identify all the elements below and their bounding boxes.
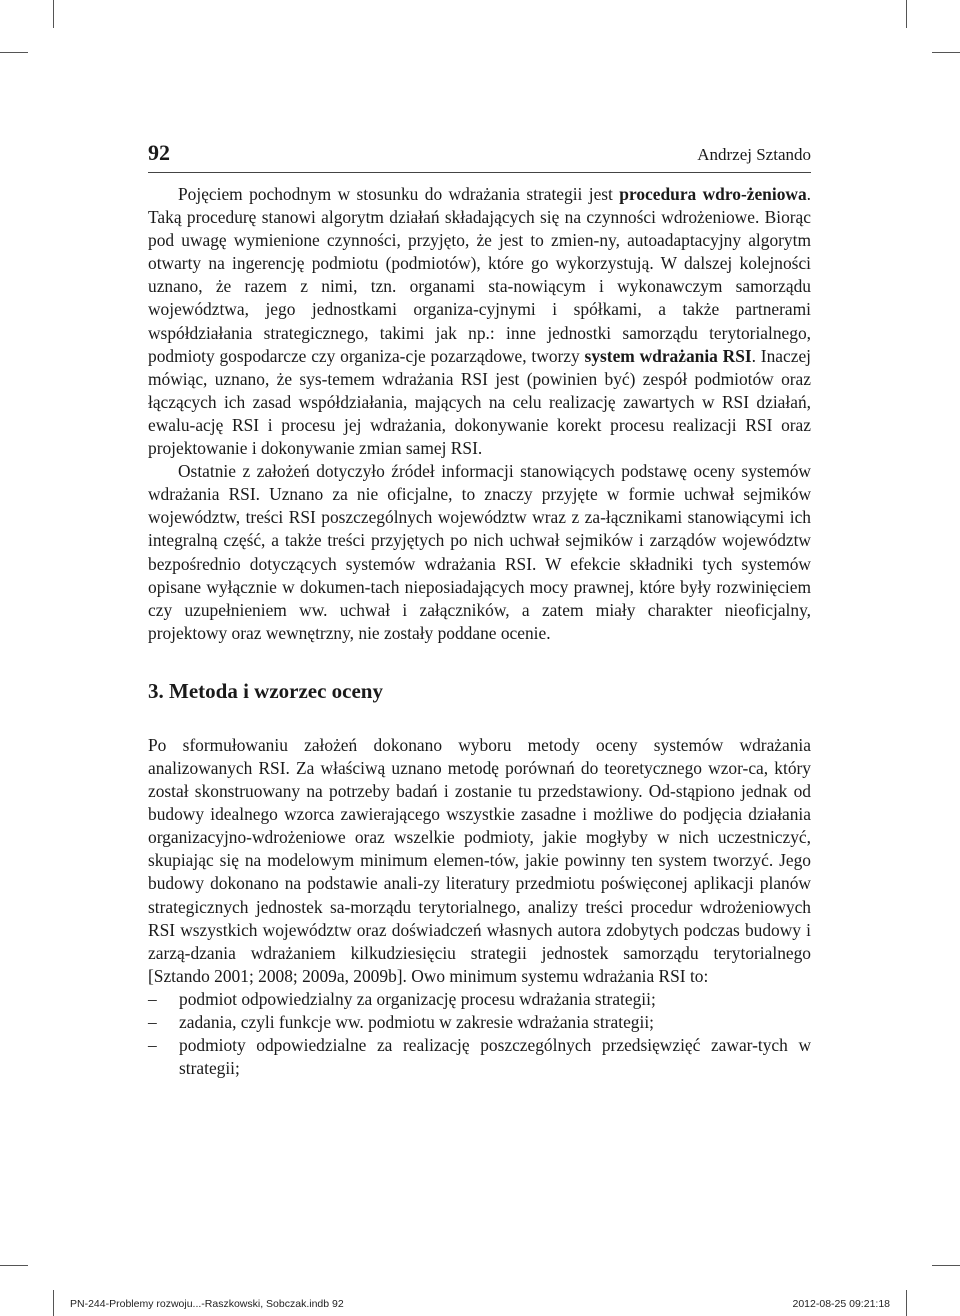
paragraph: Pojęciem pochodnym w stosunku do wdrażania strategii jest procedura wdro-żeniowa. Taką procedurę stanowi algorytm działań składających się na czynności wdrożeniowe. Biorąc pod uwagę wymienione czynności, przyjęto, że jest to zmien-ny, autoadaptacyjny algorytm otwarty na ingerencję podmiotu (podmiotów), które go wykorzystują. W dalszej kolejności uznano, że razem z nimi, tzn. organami sta-nowiącym i wykonawczym samorządu województwa, jego jednostkami organiza-cyjnymi i spółkami, a także partnerami współdziałania strategicznego, takimi jak np.: inne jednostki samorządu terytorialnego, podmioty gospodarcze czy organiza-cje pozarządowe, tworzy system wdrażania RSI. Inaczej mówiąc, uznano, że sys-temem wdrażania RSI jest (powinien być) zespół podmiotów oraz łączących ich zasad współdziałania, mających na celu realizację zawartych w RSI działań, ewalu-ację RSI i procesu jej wdrażania, dokonywanie korekt procesu realizacji RSI oraz projektowanie i dokonywanie zmian samej RSI.: [148, 184, 812, 459]
list-item: – podmiot odpowiedzialny za organizację procesu wdrażania strategii;: [148, 988, 811, 1011]
header-rule: [148, 172, 811, 173]
paragraph: Ostatnie z założeń dotyczyło źródeł informacji stanowiących podstawę oceny systemów wdrażania RSI. Uznano za nie oficjalne, to znaczy przyjęte w formie uchwał sejmików województw, treści RSI poszczególnych województw wraz z za-łącznikami stanowiącymi ich integralną część, a także treści przyjętych po nich uchwał sejmików i zarządów województw bezpośrednio dotyczących systemów wdrażania RSI. W efekcie składniki tych systemów opisane wyłącznie w dokumen-tach nieposiadających mocy prawnej, które były rozwinięciem czy uzupełnieniem ww. uchwał i załączników, a zatem miały charakter nieoficjalny, projektowy oraz wewnętrzny, nie zostały poddane ocenie.: [148, 461, 811, 643]
crop-mark: [53, 0, 54, 28]
crop-mark: [0, 52, 28, 53]
crop-mark: [906, 0, 907, 28]
crop-mark: [932, 1265, 960, 1266]
crop-mark: [906, 1290, 907, 1316]
crop-mark: [53, 1290, 54, 1316]
crop-mark: [932, 52, 960, 53]
list-item: – zadania, czyli funkcje ww. podmiotu w zakresie wdrażania strategii;: [148, 1011, 811, 1034]
list-item: – podmioty odpowiedzialne za realizację poszczególnych przedsięwzięć zawar-tych w strategii;: [148, 1034, 811, 1080]
crop-mark: [0, 1265, 28, 1266]
running-head-author: Andrzej Sztando: [697, 145, 811, 164]
term-procedura-wdrozeniowa: procedura wdro-żeniowa: [619, 184, 807, 204]
page-number: 92: [148, 140, 170, 165]
paragraph: Po sformułowaniu założeń dokonano wyboru metody oceny systemów wdrażania analizowanych RSI. Za właściwą uznano metodę porównań do teoretycznego wzor-ca, który został skonstruowany na potrzeby badań i zostanie tu przedstawiony. Od-stąpiono jednak od budowy idealnego wzorca zawierającego wszystkie zasadne i możliwe do podjęcia działania organizacyjno-wdrożeniowe oraz wszelkie podmioty, jakie mogłyby w nich uczestniczyć, skupiając się na modelowym minimum elemen-tów, jakie powinny ten system tworzyć. Jego budowy dokonano na podstawie anali-zy literatury przedmiotu poświęconej aplikacji planów strategicznych jednostek sa-morządu terytorialnego, analizy treści procedur wdrożeniowych RSI wszystkich województw oraz doświadczeń własnych autora zdobytych podczas budowy i zarzą-dzania wdrażaniem kilkudziesięciu strategii jednostek samorządu terytorialnego [Sztando 2001; 2008; 2009a, 2009b]. Owo minimum systemu wdrażania RSI to:: [148, 734, 811, 986]
dash-list: [148, 988, 811, 1080]
footer-file-slug: PN-244-Problemy rozwoju...-Raszkowski, Sobczak.indb 92: [70, 1298, 344, 1310]
term-system-wdrazania: system wdrażania RSI: [584, 345, 752, 366]
body-text: [148, 183, 811, 1080]
section-heading: 3. Metoda i wzorzec oceny: [148, 678, 383, 703]
footer-timestamp: 2012-08-25 09:21:18: [792, 1298, 890, 1310]
